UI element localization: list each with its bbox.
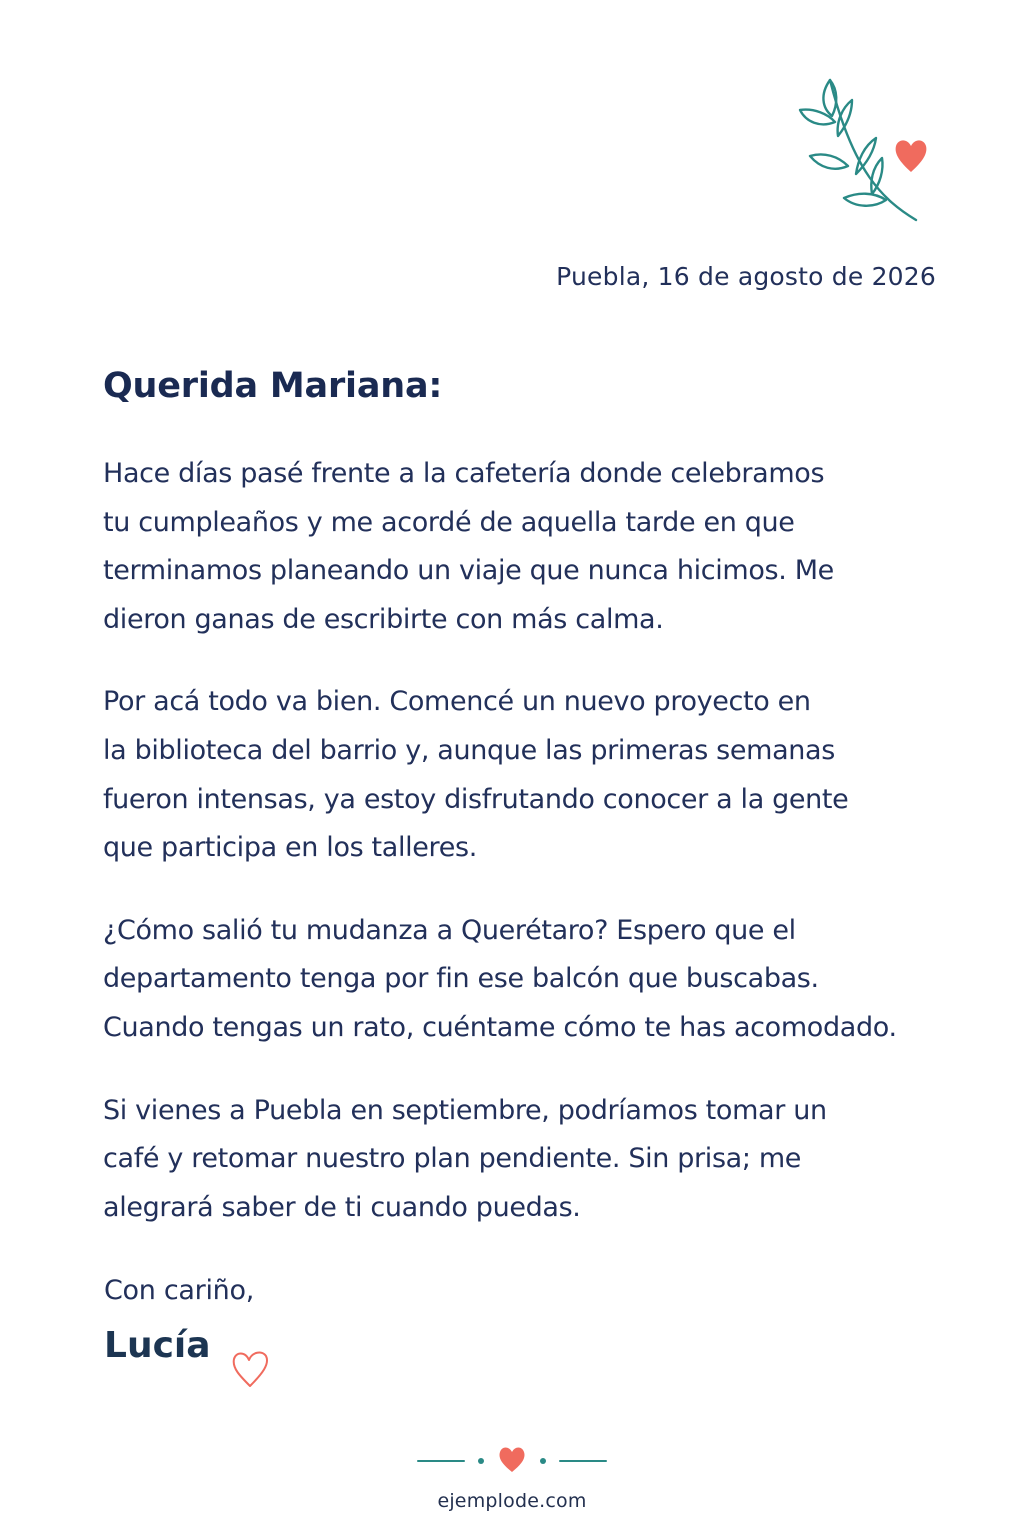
letter-paragraph — [103, 450, 918, 644]
paragraph-line: dieron ganas de escribirte con más calma. — [103, 603, 664, 635]
paragraph-line: Hace días pasé frente a la cafetería donde celebramos — [103, 458, 825, 489]
paragraph-line: la biblioteca del barrio y, aunque las primeras semanas — [103, 734, 835, 766]
heart-outline-icon — [228, 1346, 274, 1392]
paragraph-line: café y retomar nuestro plan pendiente. Sin prisa; me — [103, 1143, 802, 1175]
footer-site-link[interactable]: ejemplode.com — [437, 1490, 587, 1512]
letter-signature: Lucía — [104, 1325, 211, 1366]
letter-greeting: Querida Mariana: — [103, 366, 443, 406]
letter-closing: Con cariño, — [104, 1275, 254, 1306]
paragraph-line: ¿Cómo salió tu mudanza a Querétaro? Espero que el — [103, 914, 796, 946]
letter-paragraph — [103, 907, 918, 1053]
letter-date: Puebla, 16 de agosto de 2026 — [556, 262, 936, 291]
paragraph-line: alegrará saber de ti cuando puedas. — [103, 1191, 581, 1223]
letter-paragraph — [103, 678, 918, 872]
letter-body — [103, 450, 918, 1266]
heart-divider-icon — [416, 1442, 608, 1478]
paragraph-line: fueron intensas, ya estoy disfrutando conocer a la gente — [103, 783, 849, 815]
paragraph-line: Por acá todo va bien. Comencé un nuevo proyecto en — [103, 686, 811, 718]
paragraph-line: terminamos planeando un viaje que nunca hicimos. Me — [103, 555, 834, 587]
paragraph-line: que participa en los talleres. — [103, 832, 477, 864]
letter-paragraph — [103, 1087, 918, 1233]
leaf-sprig-icon — [788, 60, 928, 230]
paragraph-line: Cuando tengas un rato, cuéntame cómo te has acomodado. — [103, 1011, 897, 1043]
paragraph-line: departamento tenga por fin ese balcón que buscabas. — [103, 963, 819, 995]
paragraph-line: Si vienes a Puebla en septiembre, podríamos tomar un — [103, 1094, 827, 1126]
paragraph-line: tu cumpleaños y me acordé de aquella tarde en que — [103, 506, 795, 538]
heart-icon — [896, 140, 927, 172]
